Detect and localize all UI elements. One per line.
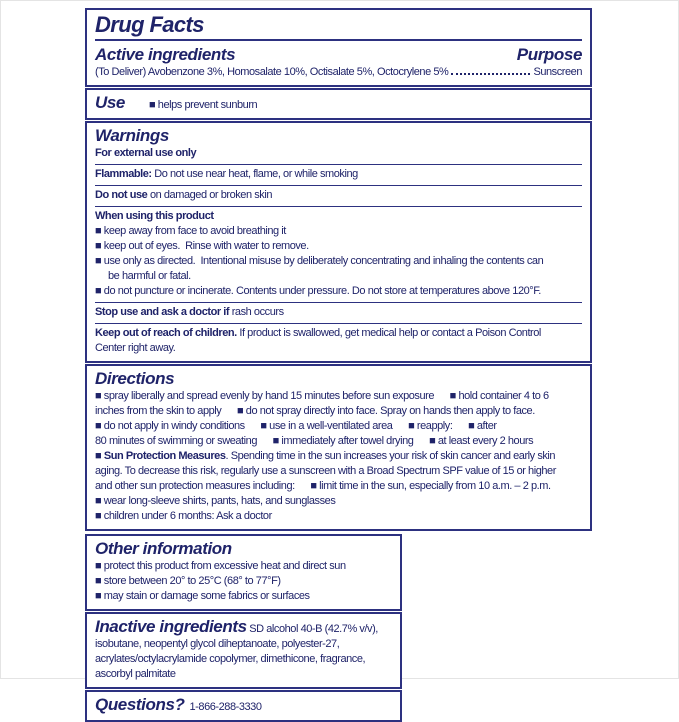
- other-information-item: ■ may stain or damage some fabrics or surfaces: [95, 590, 310, 602]
- inactive-ingredients-line: ascorbyl palmitate: [95, 668, 176, 680]
- directions-line: 80 minutes of swimming or sweating ■ immediately after towel drying ■ at least every 2 hours: [95, 435, 534, 447]
- section-directions: [85, 364, 592, 531]
- questions-row: [95, 694, 392, 715]
- bullet-square-icon: ■: [95, 450, 104, 462]
- do-not-use-text: on damaged or broken skin: [147, 189, 273, 201]
- external-use-line: For external use only: [95, 147, 197, 159]
- warnings-divider-4: [95, 302, 582, 303]
- directions-line: inches from the skin to apply ■ do not spray directly into face. Spray on hands then apply to face.: [95, 405, 535, 417]
- use-item: ■ helps prevent sunburn: [149, 99, 258, 111]
- inactive-ingredients-line: isobutane, neopentyl glycol diheptanoate, polyester-27,: [95, 638, 340, 650]
- when-using-item: ■ keep away from face to avoid breathing it: [95, 225, 286, 237]
- section-other-information: [85, 534, 402, 611]
- warnings-divider-2: [95, 185, 582, 186]
- section-questions: [85, 690, 402, 722]
- flammable-text: Do not use near heat, flame, or while smoking: [151, 168, 358, 180]
- active-ingredients-heading: Active ingredients: [95, 45, 236, 64]
- sun-protection-label: Sun Protection Measures: [103, 450, 226, 462]
- do-not-use-label: Do not use: [95, 189, 148, 201]
- do-not-use-line: [95, 188, 582, 203]
- section-inactive-ingredients: [85, 612, 402, 689]
- section-drug-facts-active-ingredients: [85, 8, 592, 87]
- use-row: [95, 92, 582, 113]
- when-using-item-continuation: be harmful or fatal.: [108, 270, 191, 282]
- when-using-heading: When using this product: [95, 210, 214, 222]
- dotted-leader: [451, 73, 530, 75]
- warnings-divider-1: [95, 164, 582, 165]
- drug-facts-label: [85, 8, 592, 722]
- keep-out-line-2: Center right away.: [95, 342, 176, 354]
- flammable-line: [95, 167, 582, 182]
- directions-line: ■ wear long-sleeve shirts, pants, hats, and sunglasses: [95, 495, 336, 507]
- directions-line: ■ children under 6 months: Ask a doctor: [95, 510, 272, 522]
- directions-line: and other sun protection measures including: ■ limit time in the sun, especially from 10 a.m. – 2 p.m.: [95, 480, 551, 492]
- active-ingredients-line: [95, 65, 582, 80]
- warnings-divider-3: [95, 206, 582, 207]
- inactive-ingredients-text: SD alcohol 40-B (42.7% v/v),: [246, 623, 378, 635]
- directions-line-sun-protection: [95, 449, 582, 464]
- purpose-value: Sunscreen: [533, 66, 582, 78]
- section-use: [85, 88, 592, 120]
- stop-use-label: Stop use and ask a doctor if: [95, 306, 230, 318]
- flammable-label: Flammable:: [95, 168, 152, 180]
- use-heading: Use: [95, 93, 125, 112]
- active-ingredients-text: (To Deliver) Avobenzone 3%, Homosalate 10%, Octisalate 5%, Octocrylene 5%: [95, 66, 449, 78]
- purpose-heading: Purpose: [516, 45, 582, 64]
- warnings-divider-5: [95, 323, 582, 324]
- when-using-item: ■ keep out of eyes. Rinse with water to remove.: [95, 240, 309, 252]
- directions-heading: Directions: [95, 369, 175, 388]
- directions-line: ■ do not apply in windy conditions ■ use in a well-ventilated area ■ reapply: ■ after: [95, 420, 497, 432]
- other-information-heading: Other information: [95, 539, 232, 558]
- section-warnings: [85, 121, 592, 363]
- other-information-item: ■ protect this product from excessive heat and direct sun: [95, 560, 346, 572]
- when-using-item: ■ use only as directed. Intentional misuse by deliberately concentrating and inhaling the contents can: [95, 255, 544, 267]
- directions-line: aging. To decrease this risk, regularly use a sunscreen with a Broad Spectrum SPF value of 15 or higher: [95, 465, 556, 477]
- when-using-item: ■ do not puncture or incinerate. Contents under pressure. Do not store at temperatures above 120°F.: [95, 285, 541, 297]
- inactive-ingredients-heading: Inactive ingredients: [95, 617, 247, 636]
- stop-use-line: [95, 305, 582, 320]
- questions-heading: Questions?: [95, 695, 185, 714]
- active-ingredients-header-row: [95, 44, 582, 65]
- inactive-ingredients-line: acrylates/octylacrylamide copolymer, dimethicone, fragrance,: [95, 653, 366, 665]
- sun-protection-text: . Spending time in the sun increases your risk of skin cancer and early skin: [225, 450, 556, 462]
- keep-out-line-1: [95, 326, 582, 341]
- directions-line: ■ spray liberally and spread evenly by hand 15 minutes before sun exposure ■ hold container 4 to 6: [95, 390, 549, 402]
- inactive-ingredients-row: [95, 616, 392, 637]
- drug-facts-title: Drug Facts: [95, 12, 204, 37]
- other-information-item: ■ store between 20° to 25°C (68° to 77°F): [95, 575, 281, 587]
- keep-out-text: If product is swallowed, get medical help or contact a Poison Control: [236, 327, 541, 339]
- stop-use-text: rash occurs: [229, 306, 284, 318]
- keep-out-label: Keep out of reach of children.: [95, 327, 237, 339]
- questions-phone: 1-866-288-3330: [189, 701, 262, 713]
- title-divider: [95, 39, 582, 41]
- warnings-heading: Warnings: [95, 126, 169, 145]
